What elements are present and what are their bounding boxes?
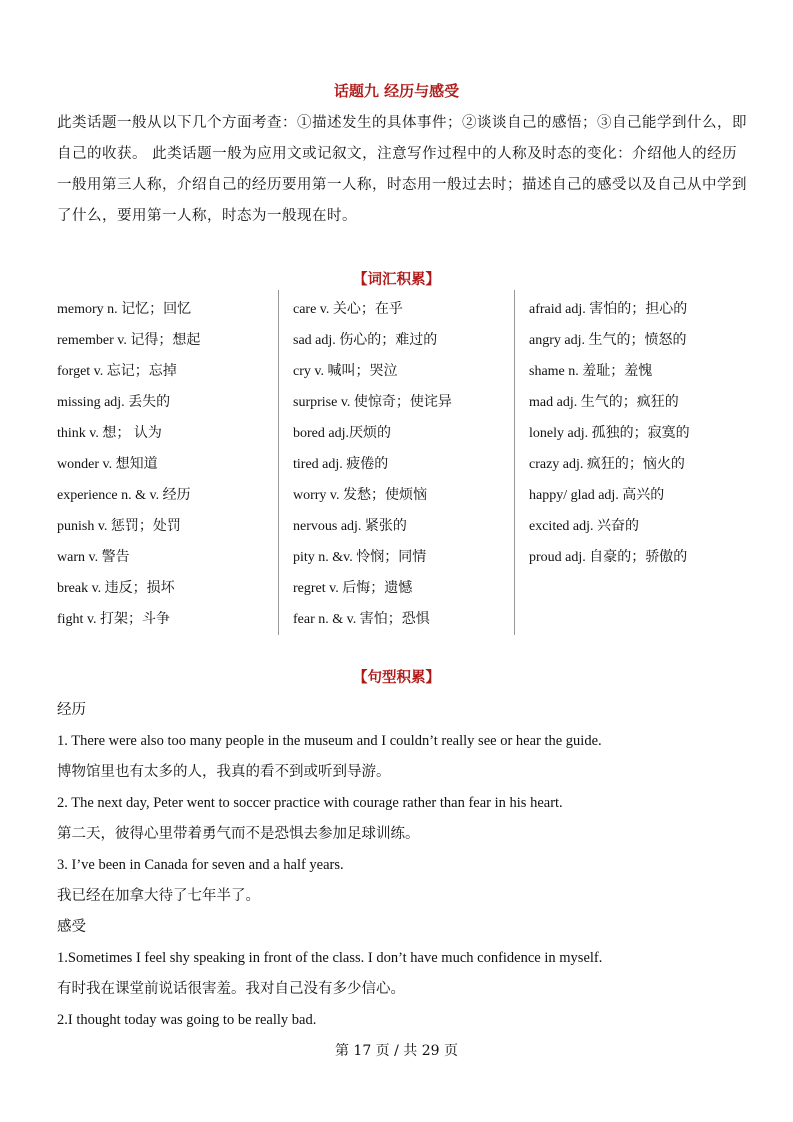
vocab-item: crazy adj. 疯狂的；恼火的 [529,457,685,472]
vocab-item: forget v. 忘记；忘掉 [57,364,177,379]
column-divider [278,290,279,635]
page-footer: 第 17 页 / 共 29 页 [334,1043,459,1059]
sentence-heading: 【句型积累】 [353,669,440,686]
vocab-item: mad adj. 生气的；疯狂的 [529,395,679,410]
vocab-column-1 [57,294,200,635]
vocab-heading: 【词汇积累】 [353,271,440,288]
vocab-item: memory n. 记忆；回忆 [57,302,192,317]
vocab-item: warn v. 警告 [57,550,130,565]
vocab-item: punish v. 惩罚；处罚 [57,519,181,534]
sentence-line: 2. The next day, Peter went to soccer practice with courage rather than fear in his heart. [57,795,563,811]
vocab-item: fight v. 打架；斗争 [57,612,171,627]
vocab-item: care v. 关心；在乎 [293,302,403,317]
vocab-item: afraid adj. 害怕的；担心的 [529,302,688,317]
sentence-line: 第二天，彼得心里带着勇气而不是恐惧去参加足球训练。 [57,826,420,842]
vocab-item: nervous adj. 紧张的 [293,519,407,534]
vocab-item: pity n. &v. 怜悯；同情 [293,550,427,565]
sentence-line: 我已经在加拿大待了七年半了。 [57,888,260,904]
vocab-item: proud adj. 自豪的；骄傲的 [529,550,688,565]
sentence-line: 1. There were also too many people in the museum and I couldn’t really see or hear the guide. [57,733,602,749]
vocab-item: excited adj. 兴奋的 [529,519,640,534]
vocab-item: wonder v. 想知道 [57,457,158,472]
sentence-line: 感受 [57,919,86,935]
intro-paragraph: 此类话题一般从以下几个方面考查：①描述发生的具体事件；②谈谈自己的感悟；③自己能学到什么，即自己的收获。 此类话题一般为应用文或记叙文，注意写作过程中的人称及时态的变化：介绍他人的经历一般用第三人称，介绍自己的经历要用第一人称，时态用一般过去时；描述自己的感受以及自己从中学到了什么，要用第一人称，时态为一般现在时。 [57,115,747,224]
sentence-line: 经历 [57,702,86,718]
sentence-list [57,695,602,1036]
sentence-line: 博物馆里也有太多的人，我真的看不到或听到导游。 [57,764,391,780]
sentence-line: 1.Sometimes I feel shy speaking in front of the class. I don’t have much confidence in myself. [57,950,603,966]
column-divider [514,290,515,635]
vocab-item: fear n. & v. 害怕；恐惧 [293,612,430,627]
sentence-line: 2.I thought today was going to be really bad. [57,1012,317,1028]
page-title: 话题九 经历与感受 [333,82,460,100]
vocab-item: worry v. 发愁；使烦恼 [293,488,428,503]
vocab-column-3 [529,294,690,573]
vocab-item: angry adj. 生气的；愤怒的 [529,333,687,348]
vocab-item: cry v. 喊叫；哭泣 [293,364,398,379]
vocab-item: shame n. 羞耻；羞愧 [529,364,653,379]
sentence-line: 3. I’ve been in Canada for seven and a half years. [57,857,344,873]
vocab-column-2 [293,294,452,635]
vocab-item: happy/ glad adj. 高兴的 [529,488,665,503]
vocab-item: think v. 想； 认为 [57,426,162,441]
vocab-item: remember v. 记得；想起 [57,333,201,348]
vocab-item: sad adj. 伤心的；难过的 [293,333,438,348]
vocab-item: regret v. 后悔；遗憾 [293,581,413,596]
vocab-item: missing adj. 丢失的 [57,395,171,410]
vocab-item: experience n. & v. 经历 [57,488,191,503]
vocab-item: bored adj.厌烦的 [293,426,391,441]
sentence-line: 有时我在课堂前说话很害羞。我对自己没有多少信心。 [57,981,405,997]
vocab-item: surprise v. 使惊奇；使诧异 [293,395,452,410]
vocab-item: break v. 违反；损坏 [57,581,175,596]
vocab-item: tired adj. 疲倦的 [293,457,389,472]
vocab-item: lonely adj. 孤独的；寂寞的 [529,426,690,441]
